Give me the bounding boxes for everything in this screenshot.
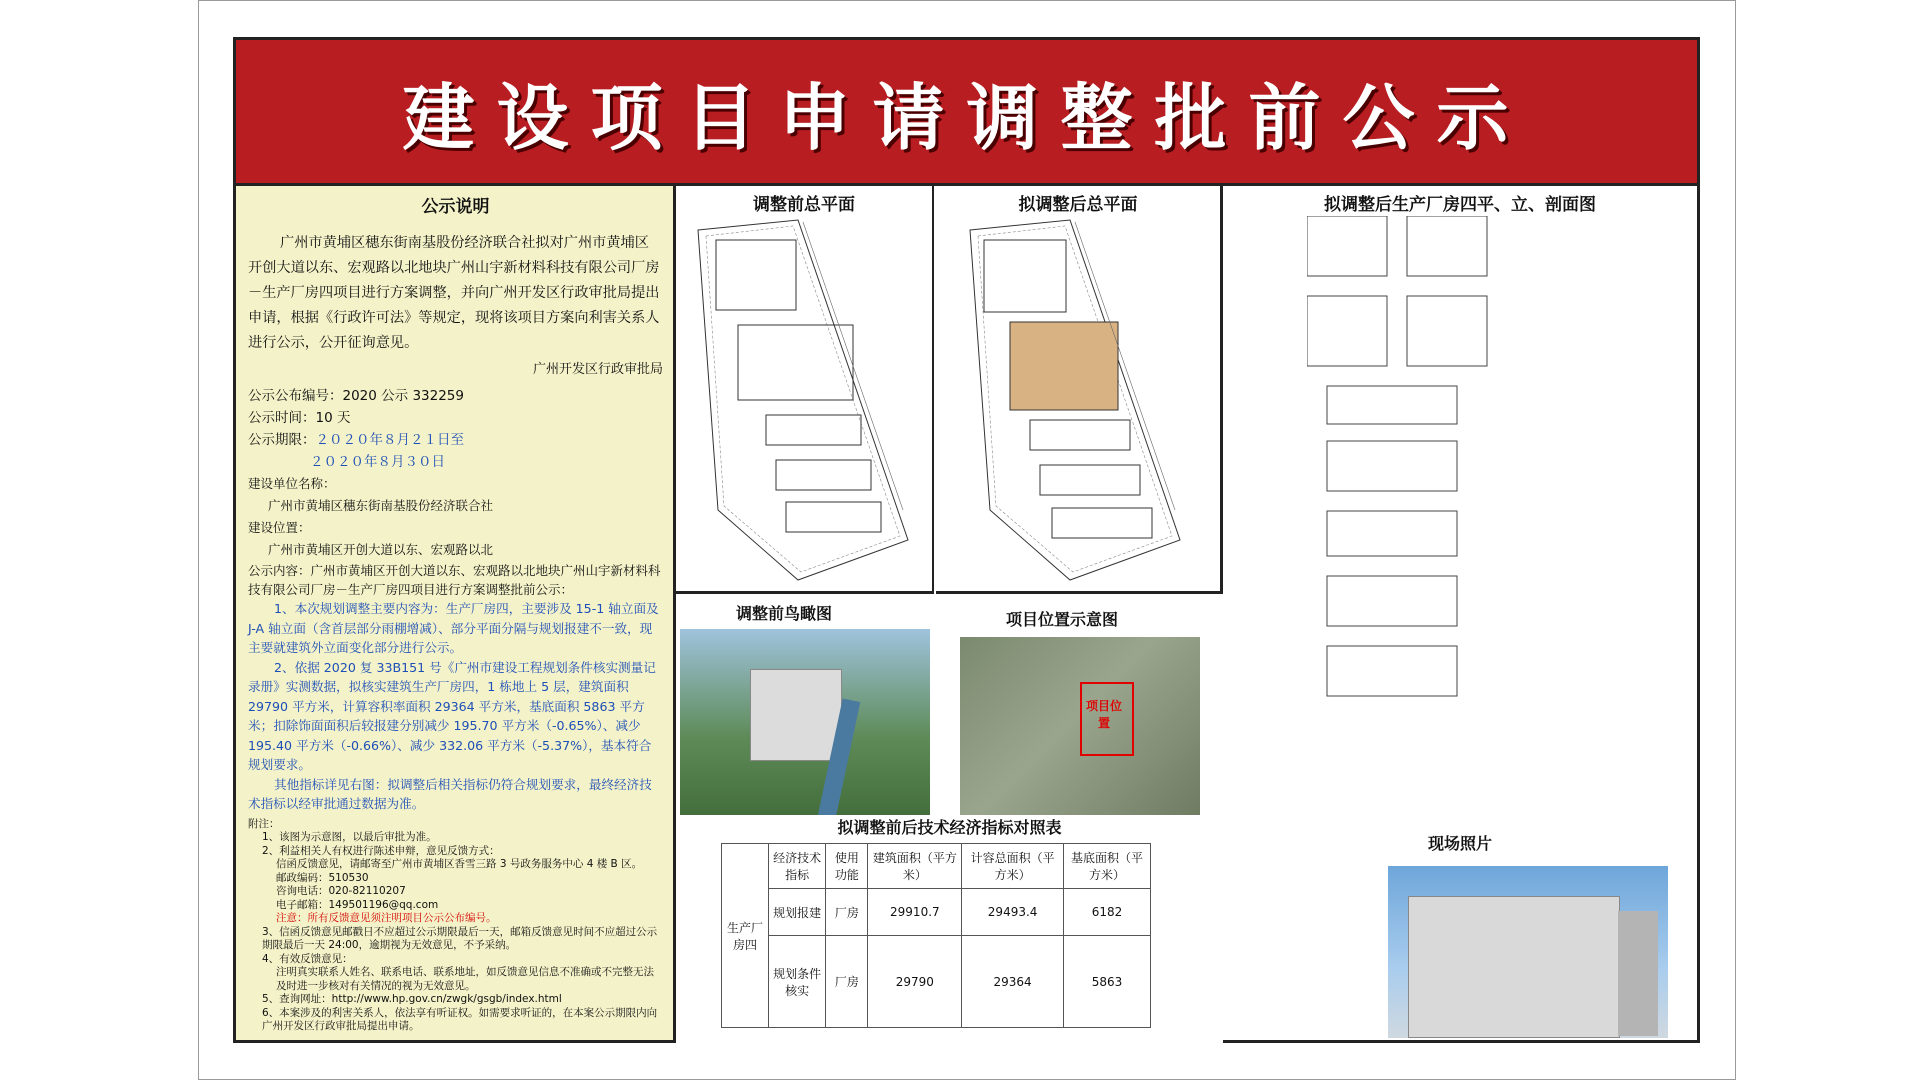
drawings-sheets [1307, 216, 1607, 826]
notice-paragraph: 广州市黄埔区穗东街南基股份经济联合社拟对广州市黄埔区开创大道以东、宏观路以北地块广州山宇新材料科技有限公司厂房－生产厂房四项目进行方案调整，并向广州开发区行政审批局提出申请，根据《行政许可法》等规定，现将该项目方案向利害关系人进行公示，公开征询意见。 [248, 235, 660, 351]
photo-title: 现场照片 [1427, 834, 1492, 853]
aerial-title: 调整前鸟瞰图 [736, 604, 833, 623]
note-2-warning: 注意：所有反馈意见须注明项目公示公布编号。 [276, 912, 497, 924]
note-2-mail: 信函反馈意见，请邮寄至广州市黄埔区香雪三路 3 号政务服务中心 4 楼 B 区。 [276, 858, 643, 870]
note-1: 1、该图为示意图，以最后审批为准。 [262, 831, 437, 843]
after-plan-panel [936, 186, 1223, 594]
table-cell: 厂房 [826, 889, 868, 936]
before-plan-drawing [678, 210, 928, 590]
adjust-item-3: 其他指标详见右图：拟调整后相关指标仍符合规划要求，最终经济技术指标以经审批通过数据为准。 [248, 776, 652, 811]
table-header-row [722, 844, 1151, 889]
table-cell: 5863 [1063, 936, 1150, 1028]
table-cell: 29910.7 [868, 889, 962, 936]
note-2: 2、利益相关人有权进行陈述申辩，意见反馈方式： [262, 844, 500, 857]
period-end: ２０２０年８月３０日 [310, 454, 445, 470]
table-title: 拟调整前后技术经济指标对照表 [837, 818, 1062, 837]
adjust-item-1: 1、本次规划调整主要内容为：生产厂房四，主要涉及 15-1 轴立面及 J-A 轴立面（含首层部分雨棚增减）、部分平面分隔与规划报建不一致，现主要就建筑外立面变化部分进行公示。 [248, 601, 659, 655]
notice-signature: 广州开发区行政审批局 [532, 362, 663, 377]
note-2-zip: 邮政编码：510530 [276, 871, 369, 884]
site-photo [1388, 866, 1668, 1038]
header-base-area: 基底面积（平方米） [1063, 844, 1150, 889]
note-2-email: 电子邮箱：149501196@qq.com [276, 898, 439, 911]
note-4: 4、有效反馈意见： [262, 952, 353, 965]
aerial-image [680, 629, 930, 829]
location-label: 建设位置： [248, 520, 311, 535]
period-start: ２０２０年８月２１日至 [315, 432, 464, 448]
header-indicator: 经济技术指标 [769, 844, 826, 889]
before-plan-panel [676, 186, 934, 594]
page-title: 建设项目申请调整批前公示 [402, 75, 1531, 160]
note-4-detail: 注明真实联系人姓名、联系电话、联系地址，如反馈意见信息不准确或不完整无法及时进一步核对有关情况的视为无效意见。 [276, 966, 654, 992]
table-cell: 29364 [962, 936, 1064, 1028]
notes-block [248, 818, 663, 1034]
notice-number: 公示公布编号：2020 公示 332259 [248, 388, 464, 404]
note-3: 3、信函反馈意见邮戳日不应超过公示期限最后一天，邮箱反馈意见时间不应超过公示期限最后一天 24:00，逾期视为无效意见，不予采纳。 [262, 925, 658, 951]
notice-period [248, 429, 663, 451]
notice-heading: 公示说明 [421, 197, 490, 217]
table-cell: 厂房 [826, 936, 868, 1028]
adjust-item-2: 2、依据 2020 复 33B151 号《广州市建设工程规划条件核实测量记录册》实测数据，拟核实建筑生产厂房四，1 栋地上 5 层，建筑面积 29790 平方米，计算容积率面积 29364 平方米，基底面积 5863 平方米；扣除饰面面积后较报建分别减少 195.70 平方米（-0.65%）、减少 195.40 平方米（-0.66%）、减少 332.06 平方米（-5.37%），基本符合规划要求。 [248, 659, 656, 772]
builder-label: 建设单位名称： [248, 476, 336, 491]
table-cell: 规划条件核实 [769, 936, 826, 1028]
after-plan-drawing [940, 210, 1220, 590]
location-map-title: 项目位置示意图 [1006, 610, 1119, 629]
header-function: 使用功能 [826, 844, 868, 889]
period-label: 公示期限： [248, 432, 316, 448]
table-row-group: 生产厂房四 [722, 844, 769, 1028]
note-5: 5、查询网址：http://www.hp.gov.cn/zwgk/gsgb/index.html [262, 993, 562, 1005]
table-cell: 29790 [868, 936, 962, 1028]
title-banner [236, 40, 1697, 186]
note-2-phone: 咨询电话：020-82110207 [276, 885, 406, 897]
table-cell: 6182 [1063, 889, 1150, 936]
header-far-area: 计容总面积（平方米） [962, 844, 1064, 889]
after-plan-title: 拟调整后总平面 [1018, 195, 1138, 215]
notice-column [236, 186, 676, 1040]
project-location-label: 项目位置 [1085, 699, 1122, 730]
highlighted-building [1010, 322, 1118, 410]
note-6: 6、本案涉及的利害关系人，依法享有听证权。如需要求听证的，在本案公示期限内向广州开发区行政审批局提出申请。 [262, 1006, 658, 1032]
before-plan-title: 调整前总平面 [753, 195, 855, 215]
notice-time: 公示时间：10 天 [248, 410, 351, 426]
table-cell: 规划报建 [769, 889, 826, 936]
location-text: 广州市黄埔区开创大道以东、宏观路以北 [268, 542, 494, 557]
header-building-area: 建筑面积（平方米） [868, 844, 962, 889]
spec-table [721, 843, 1151, 1028]
table-cell: 29493.4 [962, 889, 1064, 936]
notice-board [233, 37, 1700, 1043]
builder-name: 广州市黄埔区穗东街南基股份经济联合社 [268, 498, 494, 513]
table-row [722, 889, 1151, 936]
table-row [722, 936, 1151, 1028]
drawings-title: 拟调整后生产厂房四平、立、剖面图 [1324, 195, 1596, 215]
drawings-panel [1223, 186, 1697, 853]
spec-table-panel [676, 815, 1223, 1046]
notes-heading: 附注： [248, 817, 280, 830]
location-map-image [960, 637, 1200, 827]
notice-content: 公示内容：广州市黄埔区开创大道以东、宏观路以北地块广州山宇新材料科技有限公司厂房－生产厂房四项目进行方案调整批前公示： [248, 563, 661, 597]
